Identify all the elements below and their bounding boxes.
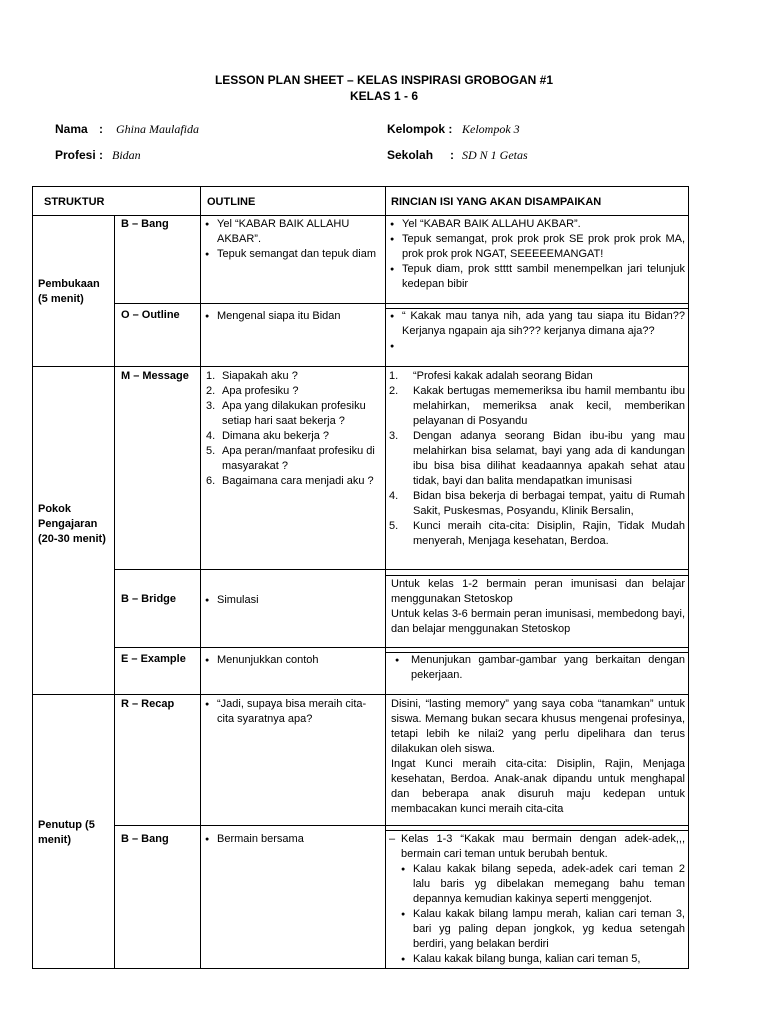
list-item-text: “Profesi kakak adalah seorang Bidan xyxy=(413,370,593,382)
list-item: 4. Bidan bisa bekerja di berbagai tempat, yaitu di Rumah Sakit, Puskesmas, Posyandu, Klinik Bersalin, xyxy=(389,490,685,517)
row-divider-6 xyxy=(114,825,689,826)
list-item: ● Yel “KABAR BAIK ALLAHU AKBAR”. xyxy=(204,217,380,247)
code-b-bang: B – Bang xyxy=(121,218,169,230)
code-m-message: M – Message xyxy=(121,370,189,382)
list-item: ● “ Kakak mau tanya nih, ada yang tau siapa itu Bidan?? Kerjanya ngapain aja sih??? kerjanya dimana aja?? xyxy=(389,309,685,339)
list-item-text: Bagaimana cara menjadi aku ? xyxy=(222,475,374,487)
row-divider-6b xyxy=(385,830,689,831)
detail-text xyxy=(391,697,685,817)
header-struktur: STRUKTUR xyxy=(44,196,105,208)
row-divider-3b xyxy=(385,575,689,576)
detail-list xyxy=(389,217,685,292)
row-divider-4 xyxy=(114,647,689,648)
row-divider-3 xyxy=(114,569,689,570)
sekolah-label: Sekolah xyxy=(387,148,434,162)
detail-paragraph: Ingat Kunci meraih cita-cita: Disiplin, Rajin, Menjaga kesehatan, Berdoa. Anak-anak dipandu untuk menghapal dan beberapa anak disuruh maju kedepan untuk membacakan kunci meraih cita-cita xyxy=(391,758,685,815)
detail-intro: – Kelas 1-3 “Kakak mau bermain dengan adek-adek,,, bermain cari teman untuk berubah bentuk. xyxy=(387,832,685,862)
code-b-bang-penutup: B – Bang xyxy=(121,833,169,845)
detail-sublist xyxy=(387,862,685,967)
detail-list xyxy=(387,369,685,549)
list-item: 5. Apa peran/manfaat profesiku di masyarakat ? xyxy=(206,445,375,472)
list-item: ● Bermain bersama xyxy=(204,832,380,847)
list-item-text: Apa peran/manfaat profesiku di masyarakat ? xyxy=(222,445,375,472)
list-item: 6. Bagaimana cara menjadi aku ? xyxy=(206,475,374,487)
kelompok-label: Kelompok : xyxy=(387,122,453,136)
outline-list xyxy=(204,309,380,324)
list-item xyxy=(389,339,685,354)
list-item: 2. Apa profesiku ? xyxy=(206,385,299,397)
list-item: 3. Dengan adanya seorang Bidan ibu-ibu yang mau melahirkan bisa selamat, bayi yang ada di kandungan ibu bisa bisa dilihat keadaannya apakah sehat atau tidak, bayi dan balita mendapatkan imunisasi xyxy=(389,430,685,487)
nama-label-row xyxy=(55,122,88,136)
section-pembukaan: Pembukaan (5 menit) xyxy=(38,278,100,305)
list-item: ● Kalau kakak bilang bunga, kalian cari teman 5, xyxy=(401,952,685,967)
list-item: 4. Dimana aku bekerja ? xyxy=(206,430,330,442)
list-item: ● Mengenal siapa itu Bidan xyxy=(204,309,380,324)
list-item: ● Tepuk semangat, prok prok prok SE prok prok prok MA, prok prok prok NGAT, SEEEEEMANGAT! xyxy=(389,232,685,262)
detail-list xyxy=(389,309,685,354)
document-title: LESSON PLAN SHEET – KELAS INSPIRASI GROBOGAN #1 xyxy=(214,73,554,87)
list-item: 5. Kunci meraih cita-cita: Disiplin, Rajin, Tidak Mudah menyerah, Menjaga kesehatan, Berdoa. xyxy=(389,520,685,547)
kelompok-value xyxy=(462,122,520,137)
list-item: ● Kalau kakak bilang lampu merah, kalian cari teman 3, bari yg paling depan jongkok, yg kedua setengah berdiri, yang belakan berdiri xyxy=(401,907,685,952)
kelompok-label-row xyxy=(387,122,452,136)
col-divider-1 xyxy=(114,216,115,969)
list-item: ● Tepuk diam, prok stttt sambil menempelkan jari telunjuk kedepan bibir xyxy=(389,262,685,292)
table-border-bottom xyxy=(32,968,689,969)
list-item: ● Menunjukan gambar-gambar yang berkaitan dengan pekerjaan. xyxy=(395,654,685,681)
outline-list xyxy=(204,832,380,847)
profesi-value xyxy=(112,148,141,163)
sekolah-colon-text: : xyxy=(450,148,454,162)
list-item-text: Dengan adanya seorang Bidan ibu-ibu yang mau melahirkan bisa selamat, bayi yang ada di kandungan ibu bisa bisa dilihat keadaannya apakah sehat atau tidak, bayi dan balita mendapatkan imunisasi xyxy=(413,430,685,487)
detail-paragraph: Disini, “lasting memory” yang saya coba “tanamkan” untuk siswa. Memang bukan secara khusus mengenai profesinya, tetapi lebih ke nilai2 yang perlu dipelihara dan terus dilakukan oleh siswa. xyxy=(391,698,685,755)
detail-paragraph: Untuk kelas 3-6 bermain peran imunisasi, membedong bayi, dan belajar menggunakan Stetoskop xyxy=(391,608,685,635)
nama-colon-text: : xyxy=(99,122,103,136)
list-item: ● Kalau kakak bilang sepeda, adek-adek cari teman 2 lalu baris yg dibelakan memegang bahu teman depannya kemudian kakinya seperti menggenjot. xyxy=(401,862,685,907)
list-item: ● Tepuk semangat dan tepuk diam xyxy=(204,247,380,262)
detail-list xyxy=(391,653,685,683)
nama-value-text: Ghina Maulafida xyxy=(116,122,199,136)
list-item: ● “Jadi, supaya bisa meraih cita-cita syaratnya apa? xyxy=(204,697,380,727)
list-item-text: Bidan bisa bekerja di berbagai tempat, yaitu di Rumah Sakit, Puskesmas, Posyandu, Klinik Bersalin, xyxy=(413,490,685,517)
detail-paragraph: Untuk kelas 1-2 bermain peran imunisasi dan belajar menggunakan Stetoskop xyxy=(391,578,685,605)
outline-list xyxy=(204,653,380,668)
profesi-label: Profesi : xyxy=(55,148,104,162)
header-rincian: RINCIAN ISI YANG AKAN DISAMPAIKAN xyxy=(391,196,602,208)
list-item: ● Yel “KABAR BAIK ALLAHU AKBAR”. xyxy=(389,217,685,232)
list-item: 1. “Profesi kakak adalah seorang Bidan xyxy=(389,370,593,382)
list-item-text: Siapakah aku ? xyxy=(222,370,298,382)
detail-text xyxy=(391,577,685,637)
list-item: ● Simulasi xyxy=(204,593,380,608)
code-e-example: E – Example xyxy=(121,653,186,665)
table-border-left xyxy=(32,186,33,969)
kelompok-value-text: Kelompok 3 xyxy=(462,122,520,136)
list-item: 1. Siapakah aku ? xyxy=(206,370,298,382)
outline-list xyxy=(204,593,380,608)
profesi-label-row xyxy=(55,148,103,162)
header-divider xyxy=(32,215,689,216)
document-subtitle: KELAS 1 - 6 xyxy=(349,89,418,103)
sekolah-value-text: SD N 1 Getas xyxy=(462,148,528,162)
code-r-recap: R – Recap xyxy=(121,698,175,710)
nama-label: Nama xyxy=(55,122,88,136)
outline-list xyxy=(204,697,380,727)
profesi-value-text: Bidan xyxy=(112,148,141,162)
list-item-text: Dimana aku bekerja ? xyxy=(222,430,330,442)
list-item: ● Menunjukkan contoh xyxy=(204,653,380,668)
row-divider-1 xyxy=(114,303,689,304)
detail-text xyxy=(387,832,685,967)
list-item: 3. Apa yang dilakukan profesiku setiap hari saat bekerja ? xyxy=(206,400,366,427)
code-b-bridge: B – Bridge xyxy=(121,593,177,605)
outline-list xyxy=(204,369,384,489)
sekolah-value xyxy=(462,148,528,163)
table-border-top xyxy=(32,186,689,187)
list-item-text: Menunjukan gambar-gambar yang berkaitan dengan pekerjaan. xyxy=(411,654,685,681)
section-pokok-pengajaran: Pokok Pengajaran (20-30 menit) xyxy=(38,503,106,545)
row-divider-5 xyxy=(32,694,689,695)
list-item: 2. Kakak bertugas mememeriksa ibu hamil membantu ibu melahirkan, memeriksa anak kecil, memberikan pelayanan di Posyandu xyxy=(389,385,685,427)
outline-list xyxy=(204,217,380,262)
nama-colon xyxy=(99,122,103,136)
section-penutup: Penutup (5 menit) xyxy=(38,819,95,846)
list-item-text: Kakak bertugas mememeriksa ibu hamil membantu ibu melahirkan, memeriksa anak kecil, memberikan pelayanan di Posyandu xyxy=(413,385,685,427)
code-o-outline: O – Outline xyxy=(121,309,180,321)
nama-value xyxy=(116,122,199,137)
row-divider-2 xyxy=(32,366,689,367)
list-item-text: Kunci meraih cita-cita: Disiplin, Rajin, Tidak Mudah menyerah, Menjaga kesehatan, Berdoa. xyxy=(413,520,685,547)
list-item-text: Apa yang dilakukan profesiku setiap hari saat bekerja ? xyxy=(222,400,366,427)
list-item-text: Apa profesiku ? xyxy=(222,385,299,397)
sekolah-colon xyxy=(450,148,454,162)
sekolah-label-row xyxy=(387,148,433,162)
header-outline: OUTLINE xyxy=(207,196,256,208)
